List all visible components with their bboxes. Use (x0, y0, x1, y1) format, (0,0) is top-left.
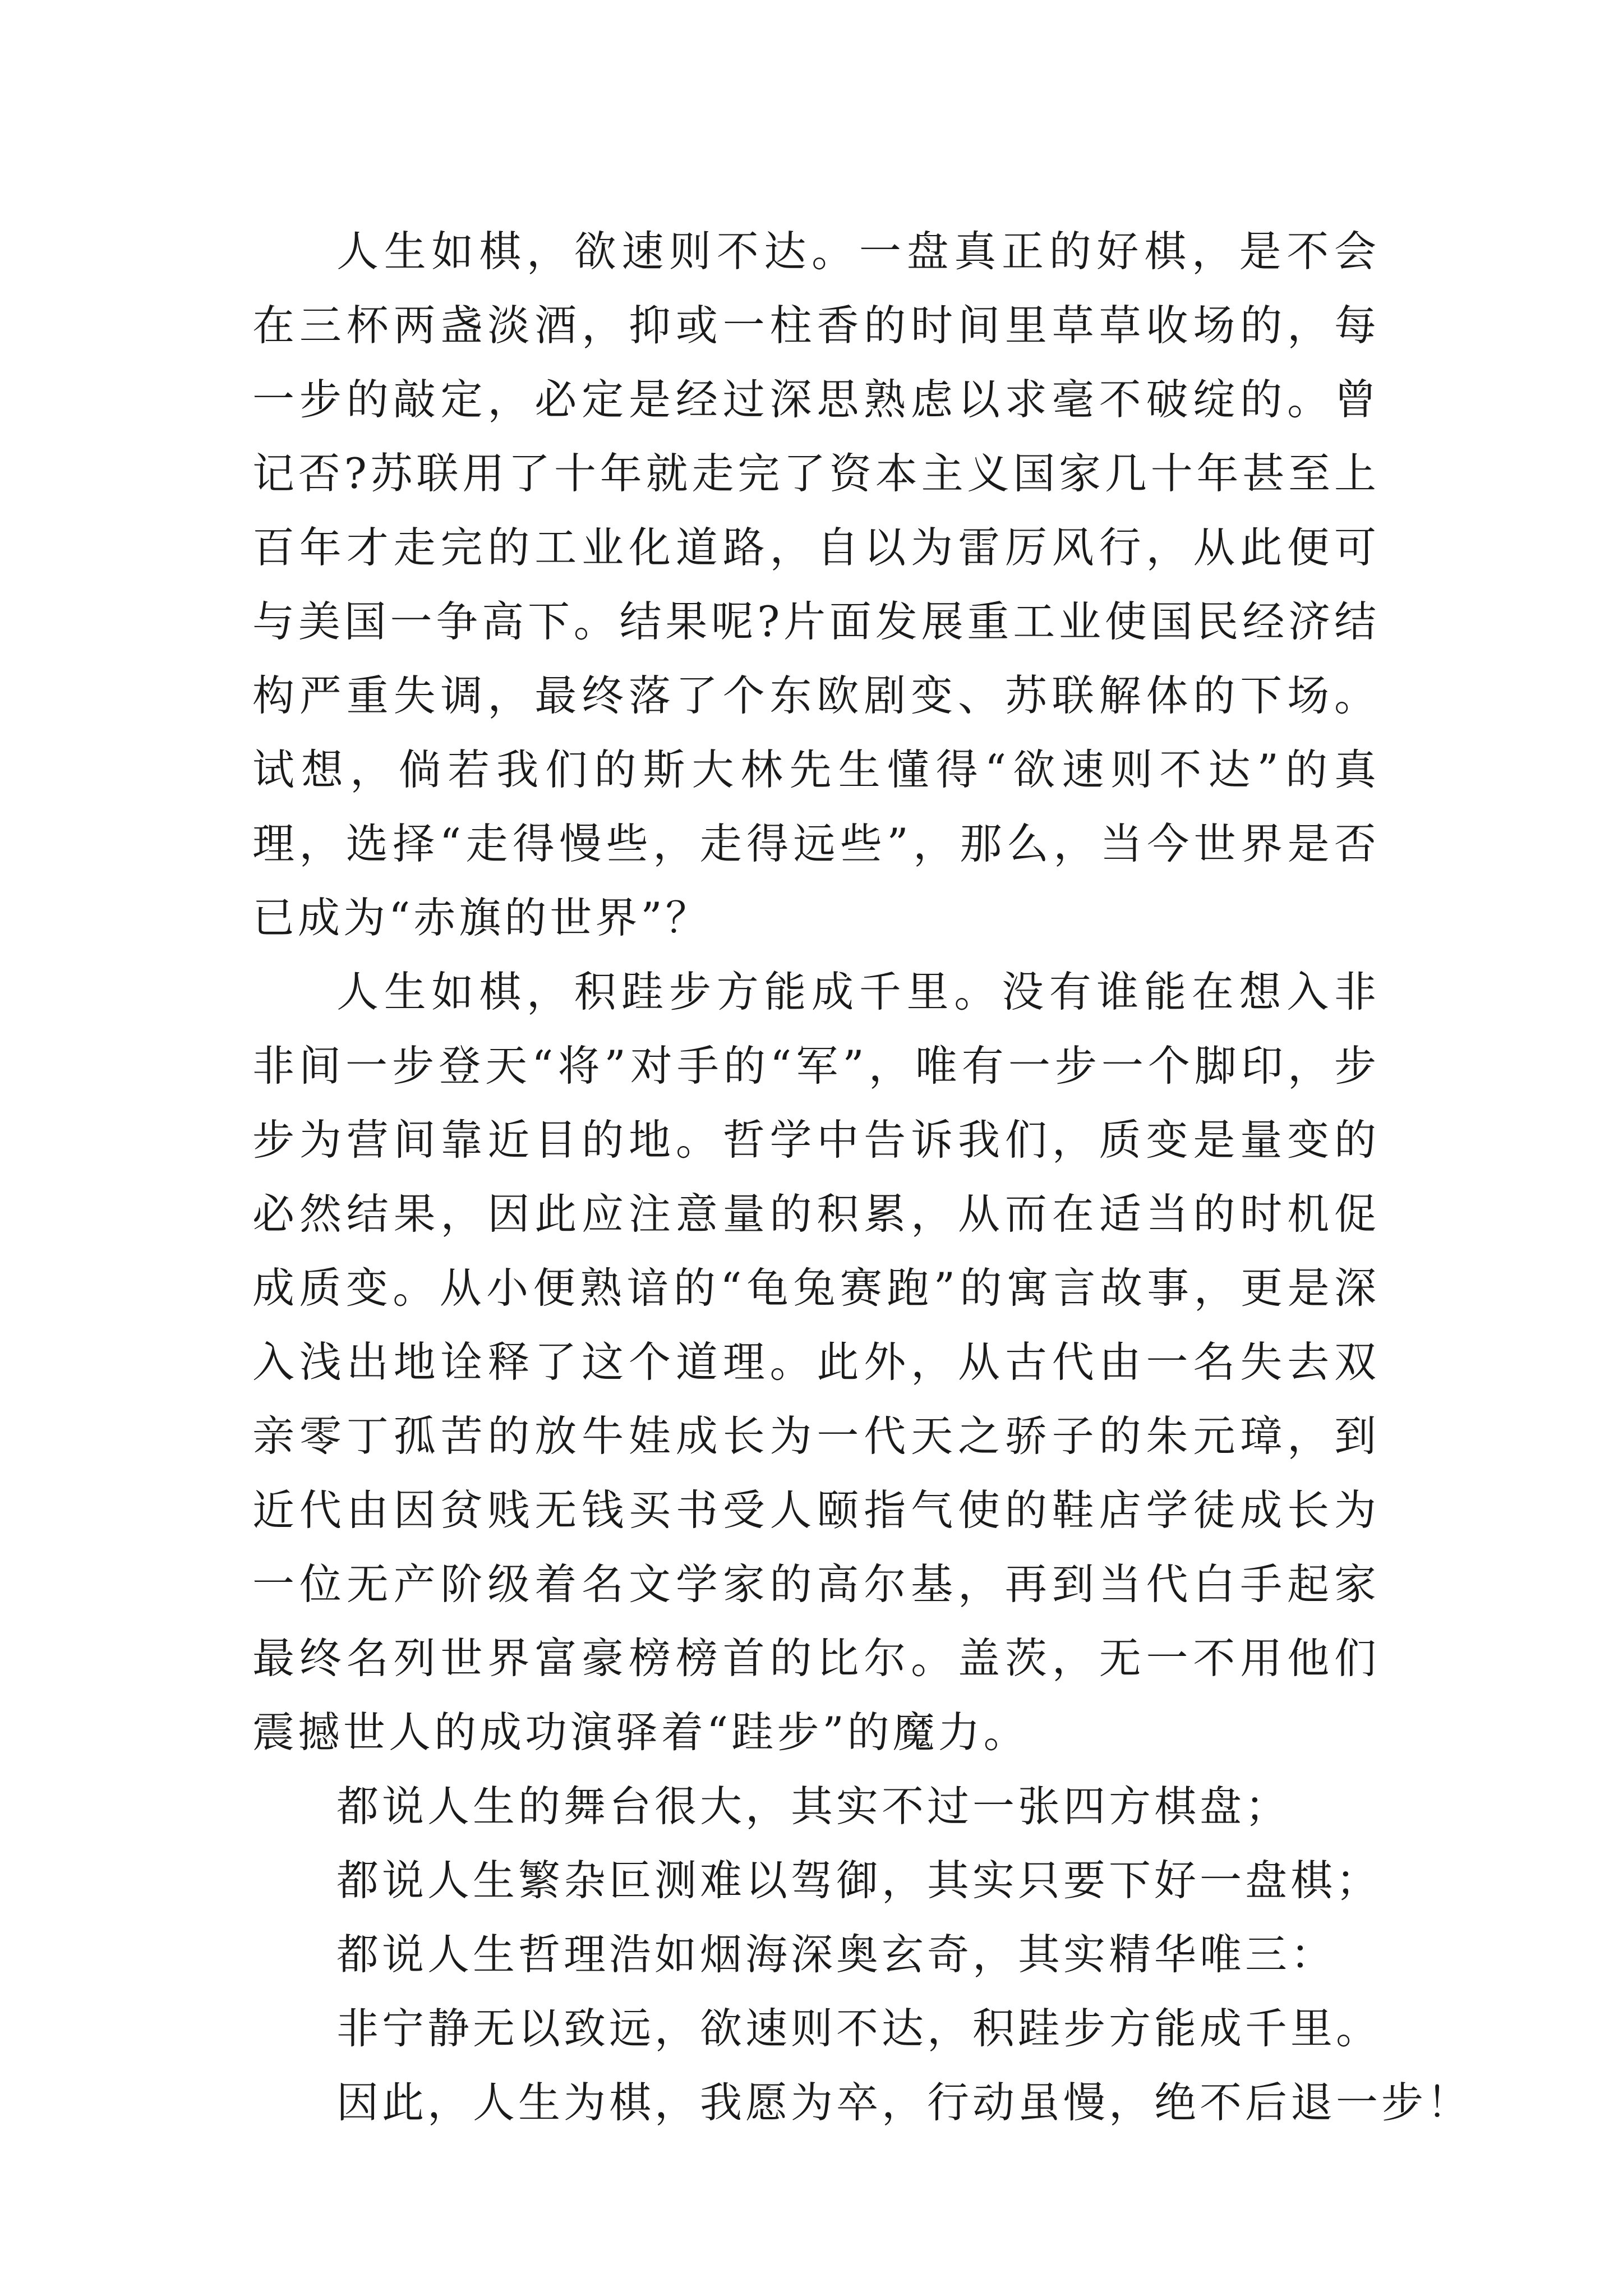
verse-line: 都说人生繁杂叵测难以驾御，其实只要下好一盘棋； (336, 1856, 1382, 1905)
verse-line: 都说人生哲理浩如烟海深奥玄奇，其实精华唯三： (336, 1930, 1336, 1979)
paragraph-steps: 人生如棋，积跬步方能成千里。没有谁能在想入非非间一步登天“将”对手的“军”，唯有一步一个脚印，步步为营间靠近目的地。哲学中告诉我们，质变是量变的必然结果，因此应注意量的积累，从而在适当的时机促成质变。从小便熟谙的“龟兔赛跑”的寓言故事，更是深入浅出地诠释了这个道理。此外，从古代由一名失去双亲零丁孤苦的放牛娃成长为一代天之骄子的朱元璋，到近代由因贫贱无钱买书受人颐指气使的鞋店学徒成长为一位无产阶级着名文学家的高尔基，再到当代白手起家最终名列世界富豪榜榜首的比尔。盖茨，无一不用他们震撼世人的成功演驿着“跬步”的魔力。 (252, 967, 1380, 1757)
verse-line: 都说人生的舞台很大，其实不过一张四方棋盘； (336, 1782, 1291, 1831)
essay-body (252, 214, 1473, 2139)
paragraph-haste: 人生如棋，欲速则不达。一盘真正的好棋，是不会在三杯两盏淡酒，抑或一柱香的时间里草草收场的，每一步的敲定，必定是经过深思熟虑以求毫不破绽的。曾记否?苏联用了十年就走完了资本主义国家几十年甚至上百年才走完的工业化道路，自以为雷厉风行，从此便可与美国一争高下。结果呢?片面发展重工业使国民经济结构严重失调，最终落了个东欧剧变、苏联解体的下场。试想，倘若我们的斯大林先生懂得“欲速则不达”的真理，选择“走得慢些，走得远些”，那么，当今世界是否已成为“赤旗的世界”？ (252, 227, 1380, 942)
verse-line: 非宁静无以致远，欲速则不达，积跬步方能成千里。 (336, 2004, 1382, 2053)
verse-line: 因此，人生为棋，我愿为卒，行动虽慢，绝不后退一步！ (336, 2078, 1473, 2127)
